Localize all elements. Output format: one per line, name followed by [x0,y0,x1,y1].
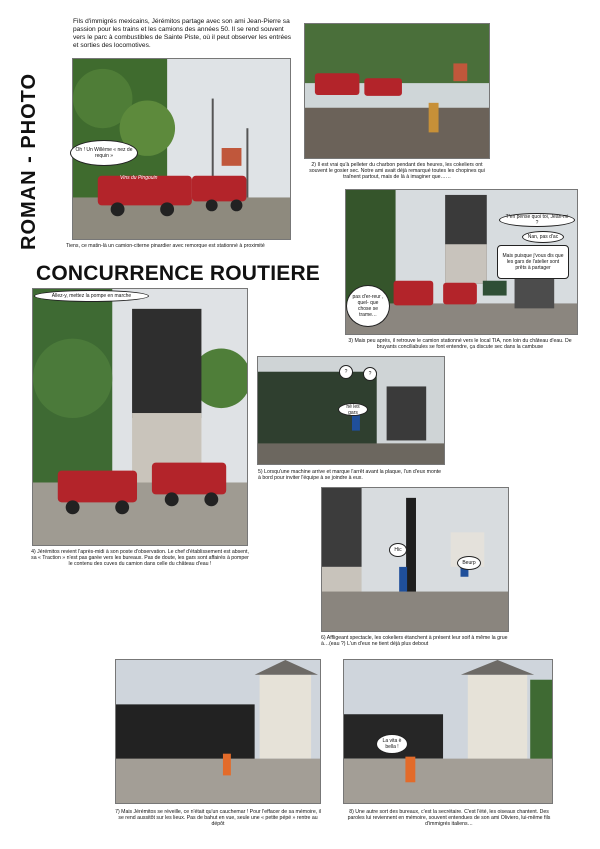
speech-bubble: ? [363,367,377,381]
caption-1: Tiens, ce matin-là un camion-citerne pinardier avec remorque est stationné à proximité [66,243,265,249]
speech-bubble: Nan, pas d'ac [522,231,564,243]
photo-panel-6 [321,487,509,632]
speech-bubble: ? [339,365,353,379]
speech-bubble: Oh ! Un Willème « nez de requin » [70,140,138,166]
photo-panel-8 [343,659,553,804]
photo-panel-4 [32,288,248,546]
photo-panel-7 [115,659,321,804]
speech-bubble: Hic [389,543,407,557]
caption-5: 5) Lorsqu'une machine arrive et marque l'arrêt avant la plaque, l'un d'eux monte à bord pour inviter l'équipe à se joindre à eux. [258,469,442,482]
caption-4: 4) Jérémitos revient l'après-midi à son poste d'observation. Le chef d'établissement est absent, sa « Traction » n'est pas garée vers les bureaux. Pas de doute, les gars sont affairés à pomper le contenu des cuves du camion dans celle du château d'eau ! [31,549,249,568]
speech-bubble: hé les gars [338,403,368,416]
speech-bubble: T'en pense quoi toi, Jean-mi ? [499,213,575,227]
caption-3: 3) Mais peu après, il retrouve le camion stationné vers le local TIA, non loin du château d'eau. De bruyants conciliabules se font entendre, ça discute sec dans la cambuse [348,338,572,351]
caption-8: 8) Une autre sort des bureaux, c'est la secrétaire. C'est l'été, les oiseaux chantent. Des paroles lui reviennent en mémoire, souvent entendues de son ami Oliviero, lui-même fils d'immigrés italiens… [347,809,551,828]
intro-text: Fils d'immigrés mexicains, Jérémitos partage avec son ami Jean-Pierre sa passion pour les trains et les camions des années 50. Il se rend souvent vers le parc à combustibles de Sainte Piste, où il peut observer les entrées et sorties des locomotives. [73,18,292,49]
caption-2: 2) Il est vrai qu'à pelleter du charbon pendant des heures, les cokeliers ont souvent le gosier sec. Notre ami avait déjà remarqué toutes les chopines qui traînent partout, mais de là à imaginer que…… [309,162,485,181]
photo-panel-2 [304,23,490,159]
vertical-title: ROMAN - PHOTO [18,72,40,250]
caption-7: 7) Mais Jérémitos se réveille, ce n'était qu'un cauchemar ! Pour l'effacer de sa mémoire, il se rend aussitôt sur les lieux. Pas de bahut en vue, seule une « petite pépé » rentre au dépôt [115,809,321,828]
speech-bubble: Allez-y, mettez la pompe en marche [34,290,149,302]
speech-bubble: Beurp [457,556,481,570]
page-title: CONCURRENCE ROUTIERE [36,262,321,285]
speech-bubble: La vita è bella ! [376,734,408,754]
speech-bubble: Mais puisque j'vous dis que les gars de l'atelier sont prêts à partager [497,245,569,279]
truck-livery-text: Vins du Pingouin [120,175,158,181]
caption-6: 6) Affligeant spectacle, les cokeliers étanchent à présent leur soif à même la grue à…(eau ?) L'un d'eux ne tient déjà plus debout [321,635,508,648]
speech-bubble: pas d'er-reur , quel- que chose se trame… [346,285,390,327]
